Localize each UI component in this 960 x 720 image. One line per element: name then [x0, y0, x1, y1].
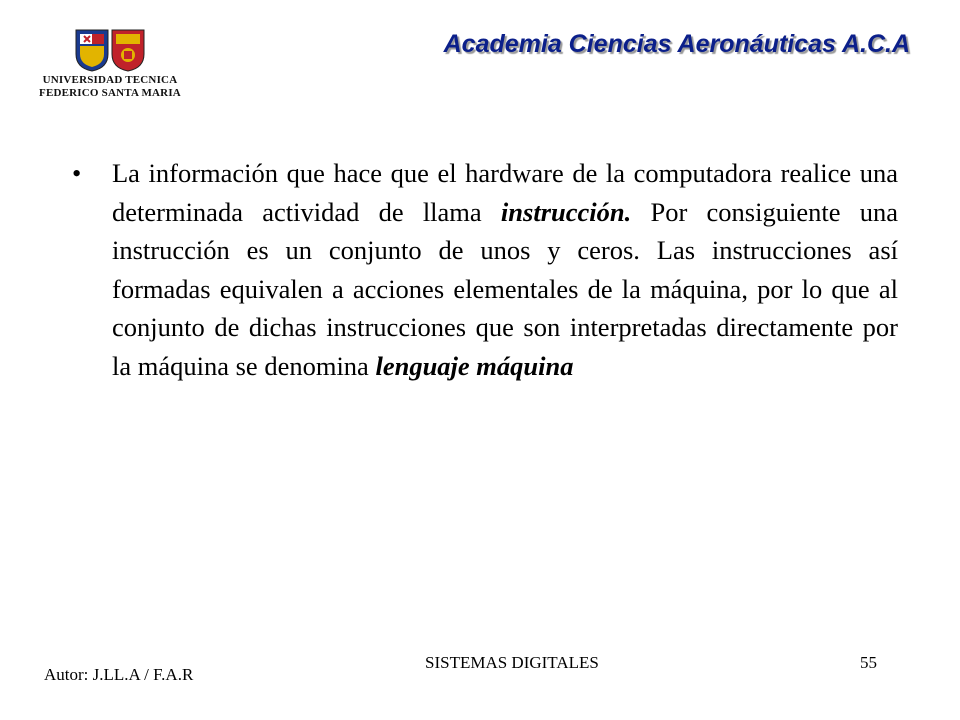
paragraph-text-2: Por consiguiente una instrucción es un conjunto de unos y ceros. Las instrucciones así formadas equivalen a acciones elementales de la máquina, por lo que al conjunto de dichas instrucciones que son interpretadas directamente por la máquina se denomina — [112, 196, 898, 381]
emphasis-lenguaje-maquina: lenguaje máquina — [375, 350, 574, 381]
logo-line-1: UNIVERSIDAD TECNICA — [42, 74, 178, 86]
university-crest-icon — [72, 28, 148, 72]
footer-course: SISTEMAS DIGITALES — [425, 653, 599, 672]
slide-body — [72, 154, 898, 385]
bullet-marker: • — [72, 158, 82, 188]
logo-line-2: FEDERICO SANTA MARIA — [39, 87, 181, 99]
page-number: 55 — [860, 653, 877, 672]
university-logo — [30, 24, 190, 104]
footer-author: Autor: J.LL.A / F.A.R — [44, 665, 194, 684]
body-paragraph — [112, 154, 898, 385]
header-title: Academia Ciencias Aeronáuticas A.C.A — [443, 30, 910, 58]
emphasis-instruccion: instrucción. — [500, 196, 632, 227]
paragraph-text-1: La información que hace que el hardware de la computadora realice una determinada actividad de llama — [112, 158, 898, 227]
